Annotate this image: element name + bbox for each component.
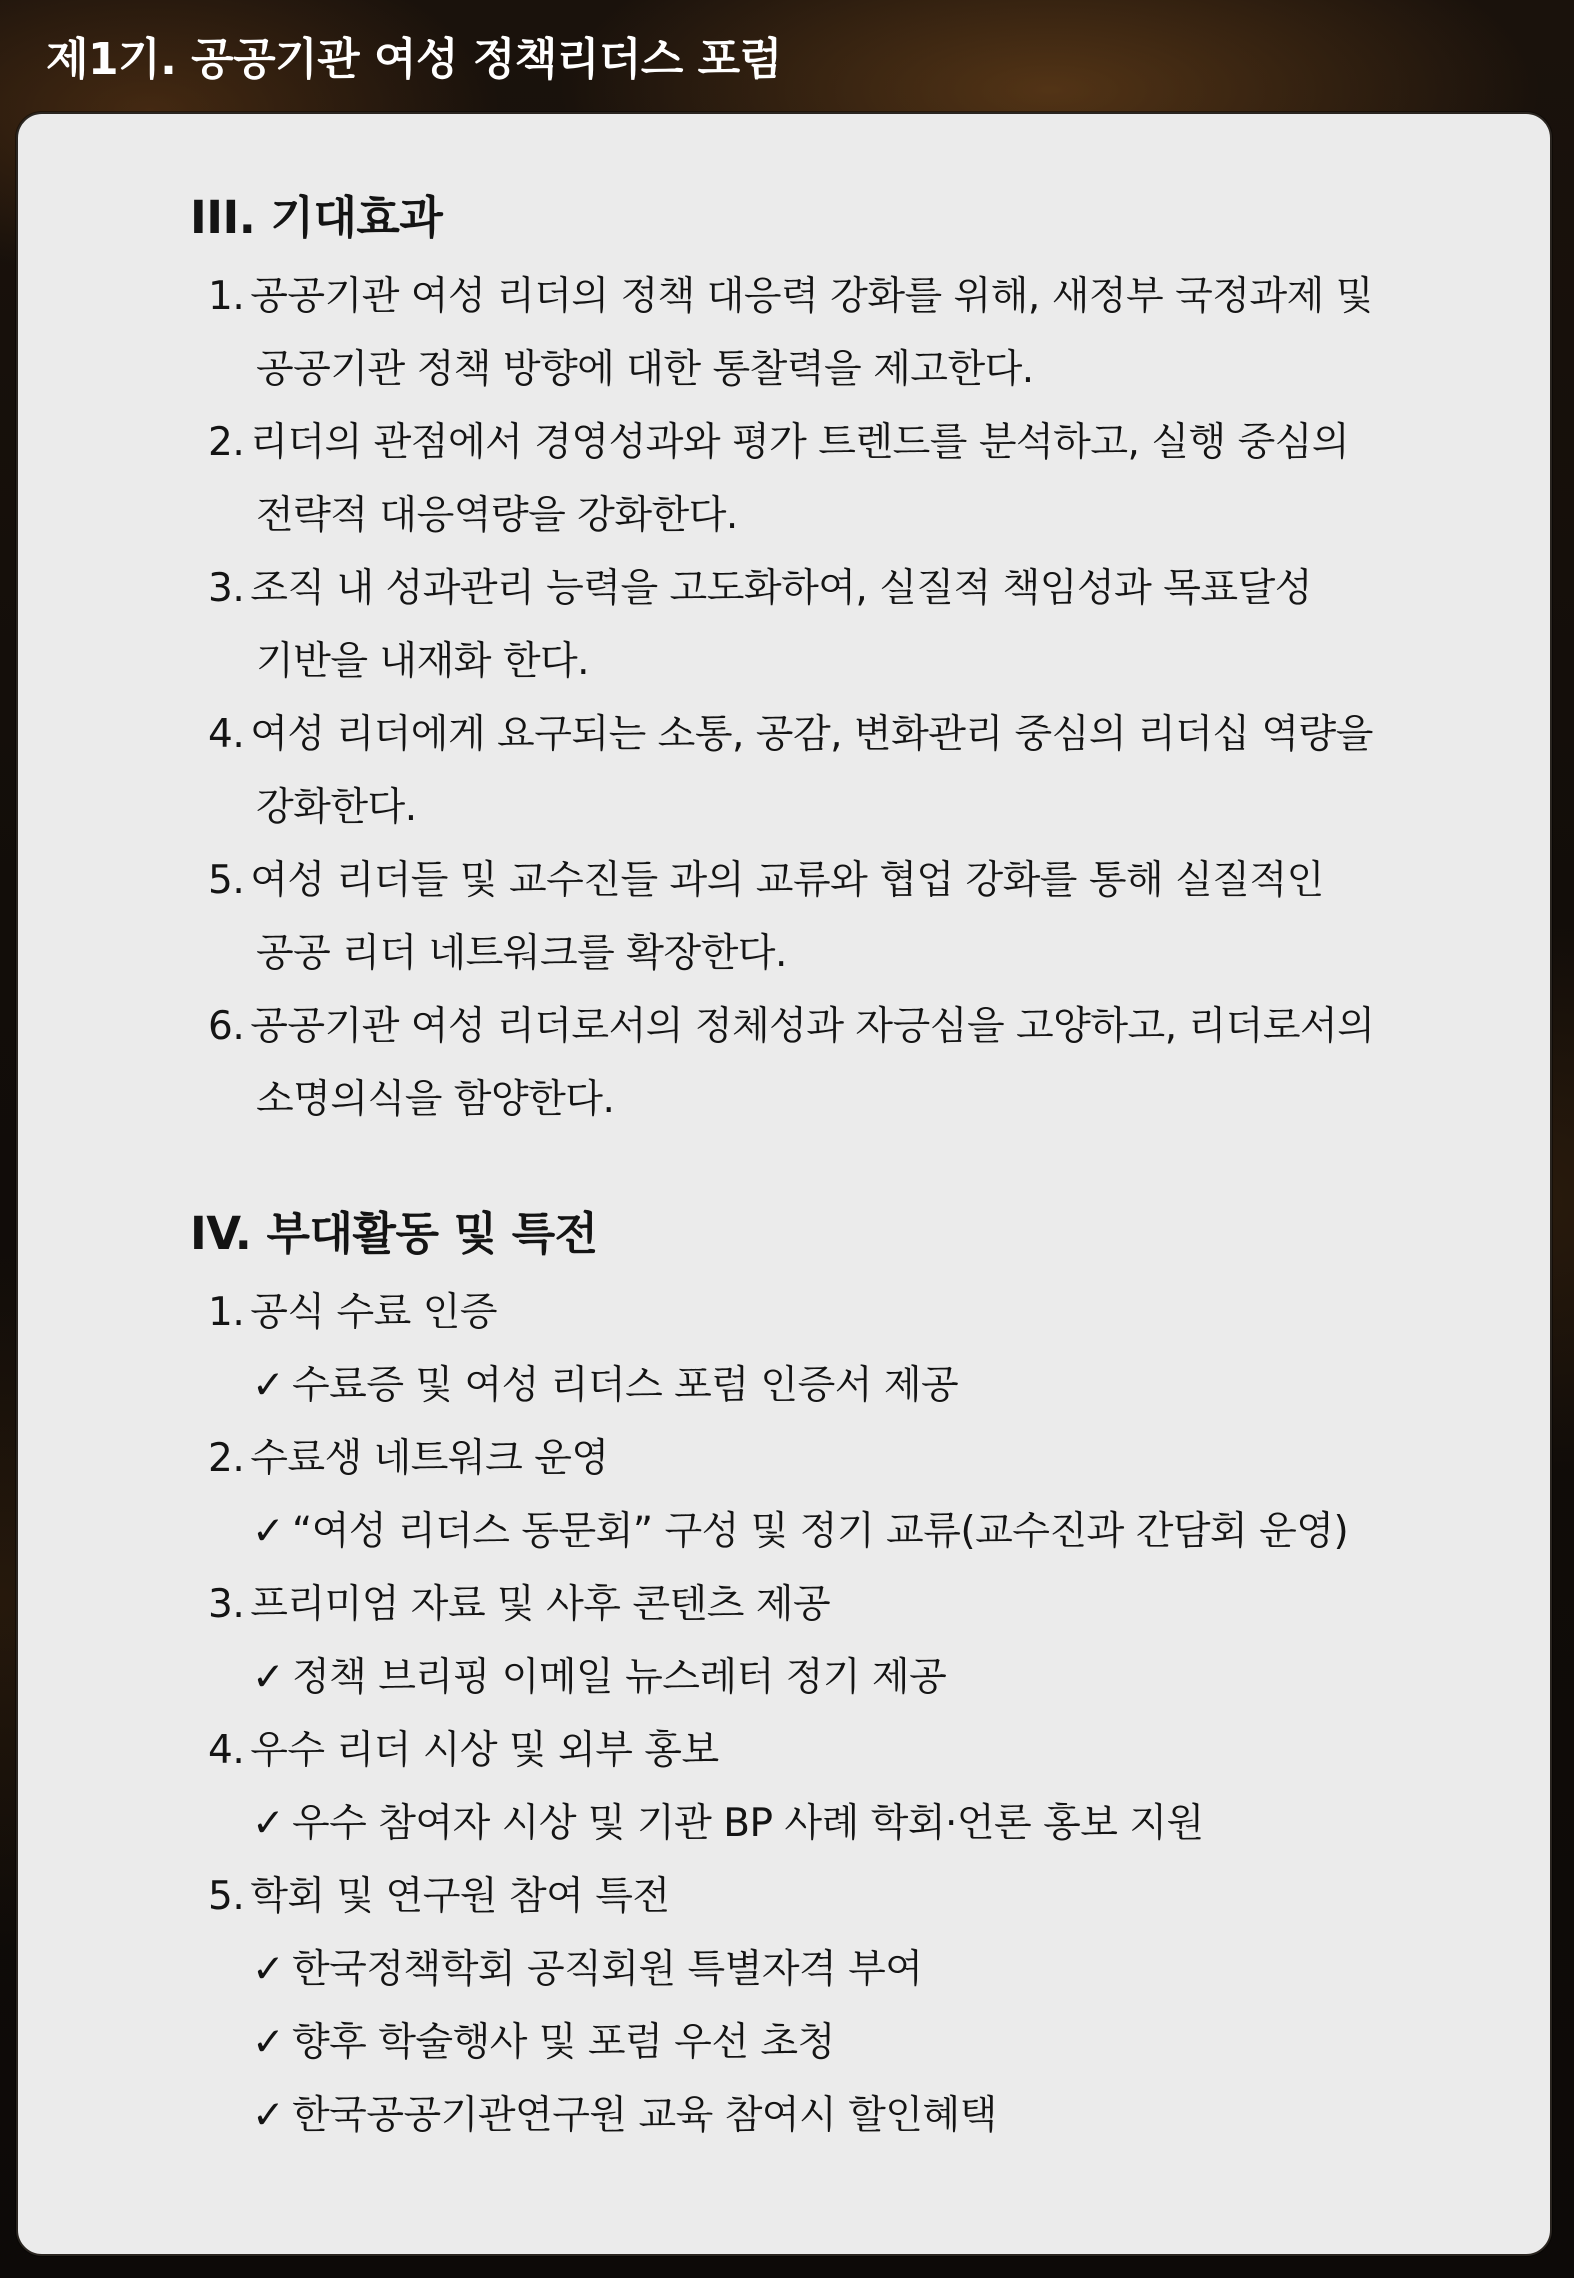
check-bullet [190,1641,1490,1714]
list-item [190,260,1490,406]
bullet-text: 향후 학술행사 및 포럼 우선 초청 [292,2020,835,2065]
list-item [190,1276,1490,1422]
checkmark-icon: ✓ [252,1509,285,1554]
list-item [190,990,1490,1136]
item-number: 3. [208,566,245,611]
list-item [190,406,1490,552]
item-text: 리더의 관점에서 경영성과와 평가 트렌드를 분석하고, 실행 중심의 [250,420,1350,465]
page-title: 제1기. 공공기관 여성 정책리더스 포럼 [46,34,782,85]
bullet-text: 우수 참여자 시상 및 기관 BP 사례 학회·언론 홍보 지원 [292,1801,1204,1846]
checkmark-icon: ✓ [252,1655,285,1700]
item-number: 5. [208,858,245,903]
bullet-text: “여성 리더스 동문회” 구성 및 정기 교류(교수진과 간담회 운영) [292,1509,1349,1554]
list-item [190,698,1490,844]
item-title: 수료생 네트워크 운영 [250,1436,609,1481]
expected-effects-list [190,260,1490,1136]
item-number: 5. [208,1874,245,1919]
section-heading: IV. 부대활동 및 특전 [190,1207,598,1260]
check-bullet [190,2006,1490,2079]
item-number: 3. [208,1582,245,1627]
bullet-text: 수료증 및 여성 리더스 포럼 인증서 제공 [292,1363,959,1408]
item-text: 여성 리더에게 요구되는 소통, 공감, 변화관리 중심의 리더십 역량을 [250,712,1373,757]
item-text-continued: 강화한다. [256,785,417,830]
item-title: 공식 수료 인증 [250,1290,498,1335]
check-bullet [190,1933,1490,2006]
item-text: 여성 리더들 및 교수진들 과의 교류와 협업 강화를 통해 실질적인 [250,858,1324,903]
item-number: 6. [208,1004,245,1049]
item-title: 학회 및 연구원 참여 특전 [250,1874,670,1919]
item-text-continued: 공공 리더 네트워크를 확장한다. [256,931,787,976]
item-text: 조직 내 성과관리 능력을 고도화하여, 실질적 책임성과 목표달성 [250,566,1312,611]
item-text-continued: 전략적 대응역량을 강화한다. [256,493,738,538]
checkmark-icon: ✓ [252,1363,285,1408]
content-card [16,112,1552,2256]
item-number: 1. [208,274,245,319]
list-item [190,1860,1490,2152]
checkmark-icon: ✓ [252,2020,285,2065]
item-text: 공공기관 여성 리더의 정책 대응력 강화를 위해, 새정부 국정과제 및 [250,274,1373,319]
item-number: 4. [208,712,245,757]
list-item [190,552,1490,698]
document-body [190,176,1490,2152]
item-title: 프리미엄 자료 및 사후 콘텐츠 제공 [250,1582,831,1627]
checkmark-icon: ✓ [252,1947,285,1992]
list-item [190,1568,1490,1714]
item-number: 4. [208,1728,245,1773]
check-bullet [190,1787,1490,1860]
check-bullet [190,2079,1490,2152]
checkmark-icon: ✓ [252,1801,285,1846]
list-item [190,844,1490,990]
list-item [190,1422,1490,1568]
item-text: 공공기관 여성 리더로서의 정체성과 자긍심을 고양하고, 리더로서의 [250,1004,1375,1049]
section-divider-space [190,1136,1490,1192]
activities-benefits-list [190,1276,1490,2152]
section-heading: III. 기대효과 [190,191,443,244]
bullet-text: 한국공공기관연구원 교육 참여시 할인혜택 [292,2093,997,2138]
check-bullet [190,1495,1490,1568]
bullet-text: 정책 브리핑 이메일 뉴스레터 정기 제공 [292,1655,947,1700]
item-text-continued: 공공기관 정책 방향에 대한 통찰력을 제고한다. [256,347,1034,392]
checkmark-icon: ✓ [252,2093,285,2138]
list-item [190,1714,1490,1860]
bullet-text: 한국정책학회 공직회원 특별자격 부여 [292,1947,923,1992]
item-title: 우수 리더 시상 및 외부 홍보 [250,1728,719,1773]
check-bullet [190,1349,1490,1422]
item-text-continued: 기반을 내재화 한다. [256,639,590,684]
item-number: 2. [208,420,245,465]
item-number: 2. [208,1436,245,1481]
item-number: 1. [208,1290,245,1335]
section-activities-benefits [190,1192,1490,2152]
section-expected-effects [190,176,1490,1136]
item-text-continued: 소명의식을 함양한다. [256,1077,615,1122]
